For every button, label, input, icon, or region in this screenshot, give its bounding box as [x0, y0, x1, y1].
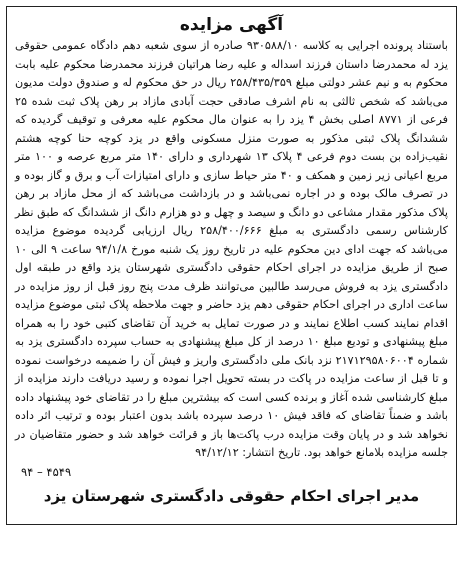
- notice-reference-number: ۴۵۴۹ – ۹۴: [21, 464, 72, 479]
- notice-frame: [6, 6, 457, 525]
- notice-title: آگهی مزایده: [179, 15, 284, 35]
- notice-body: باستناد پرونده اجرایی به کلاسه ۹۳۰۵۸۸/۱۰ صادره از سوی شعبه دهم دادگاه عمومی حقوقی یزد له محمدرضا داستان فرزند اسداله و علیه رضا هراتیان فرزند محمدرضا محکوم علیه بابت محکوم به و نیم عشر دولتی مبلغ ۲۵۸/۴۳۵/۳۵۹ ریال در حق محکوم له و صندوق دولت مدیون می‌باشد که شخص ثالثی به نام اشرف صادقی حجت آبادی مازاد بر رهن پلاک ثبت شده ۲۵ فرعی از ۸۷۷۱ اصلی بخش ۴ یزد را به عنوان مال محکوم علیه معرفی و توقیف گردیده که ششدانگ پلاک ثبتی مذکور به صورت منزل مسکونی واقع در یزد کوچه حنا کوچه هشتم نقیب‌زاده بن بست دوم فرعی ۴ پلاک ۱۳ شهرداری و دارای ۱۴۰ متر مربع عرصه و ۱۰۰ متر مربع اعیانی زیر زمین و همکف و ۴۰ متر حیاط سازی و دارای امتیازات آب و برق و گاز بوده و در تصرف مالک بوده و در اجاره نمی‌باشد و در بازداشت می‌باشد که از محل مازاد بر رهن پلاک مذکور مقدار مشاعی دو دانگ و سیصد و چهل و دو هزارم دانگ از ششدانگ که طبق نظر کارشناس رسمی دادگستری به مبلغ ۲۵۸/۴۰۰/۶۶۶ ریال ارزیابی گردیده موضوع مزایده می‌باشد که جهت ادای دین محکوم علیه در تاریخ روز یک شنبه مورخ ۹۴/۱/۸ ساعت ۹ الی ۱۰ صبح از طریق مزایده در اجرای احکام حقوقی دادگستری شهرستان یزد واقع در طبقه اول دادگستری یزد به فروش می‌رسد طالبین می‌توانند ظرف مدت پنج روز قبل از روز مزایده در ساعت اداری در اجرای احکام حقوقی دهم یزد حاضر و جهت ملاحظه پلاک ثبتی موضوع مزایده اقدام نمایند کسب اطلاع نمایند و در صورت تمایل به خرید آن تقاضای کتبی خود را به همراه مبلغ پیشنهادی و تودیع مبلغ ۱۰ درصد از کل مبلغ پیشنهادی به حساب سپرده دادگستری یزد به شماره ۲۱۷۱۲۹۵۸۰۶۰۰۴ نزد بانک ملی دادگستری واریز و فیش آن را ضمیمه درخواست نموده و تا قبل از ساعت مزایده در پاکت در بسته تحویل اجرا نموده و رسید دریافت دارند مزایده از مبلغ کارشناسی شده آغاز و برنده کسی است که بیشترین مبلغ را در تقاضای خود پیشنهاد داده باشد و ضمناً تقاضای که فاقد فیش ۱۰ درصد سپرده باشد بدون اعتبار بوده و ترتیب اثر داده نخواهد شد و در پایان وقت مزایده درب پاکت‌ها باز و قرائت خواهد شد و حضور متقاضیان در جلسه مزایده بلامانع خواهد بود. تاریخ انتشار: ۹۴/۱۲/۱۲: [15, 39, 449, 459]
- notice-signature: مدیر اجرای احکام حقوقی دادگستری شهرستان یزد: [43, 486, 420, 505]
